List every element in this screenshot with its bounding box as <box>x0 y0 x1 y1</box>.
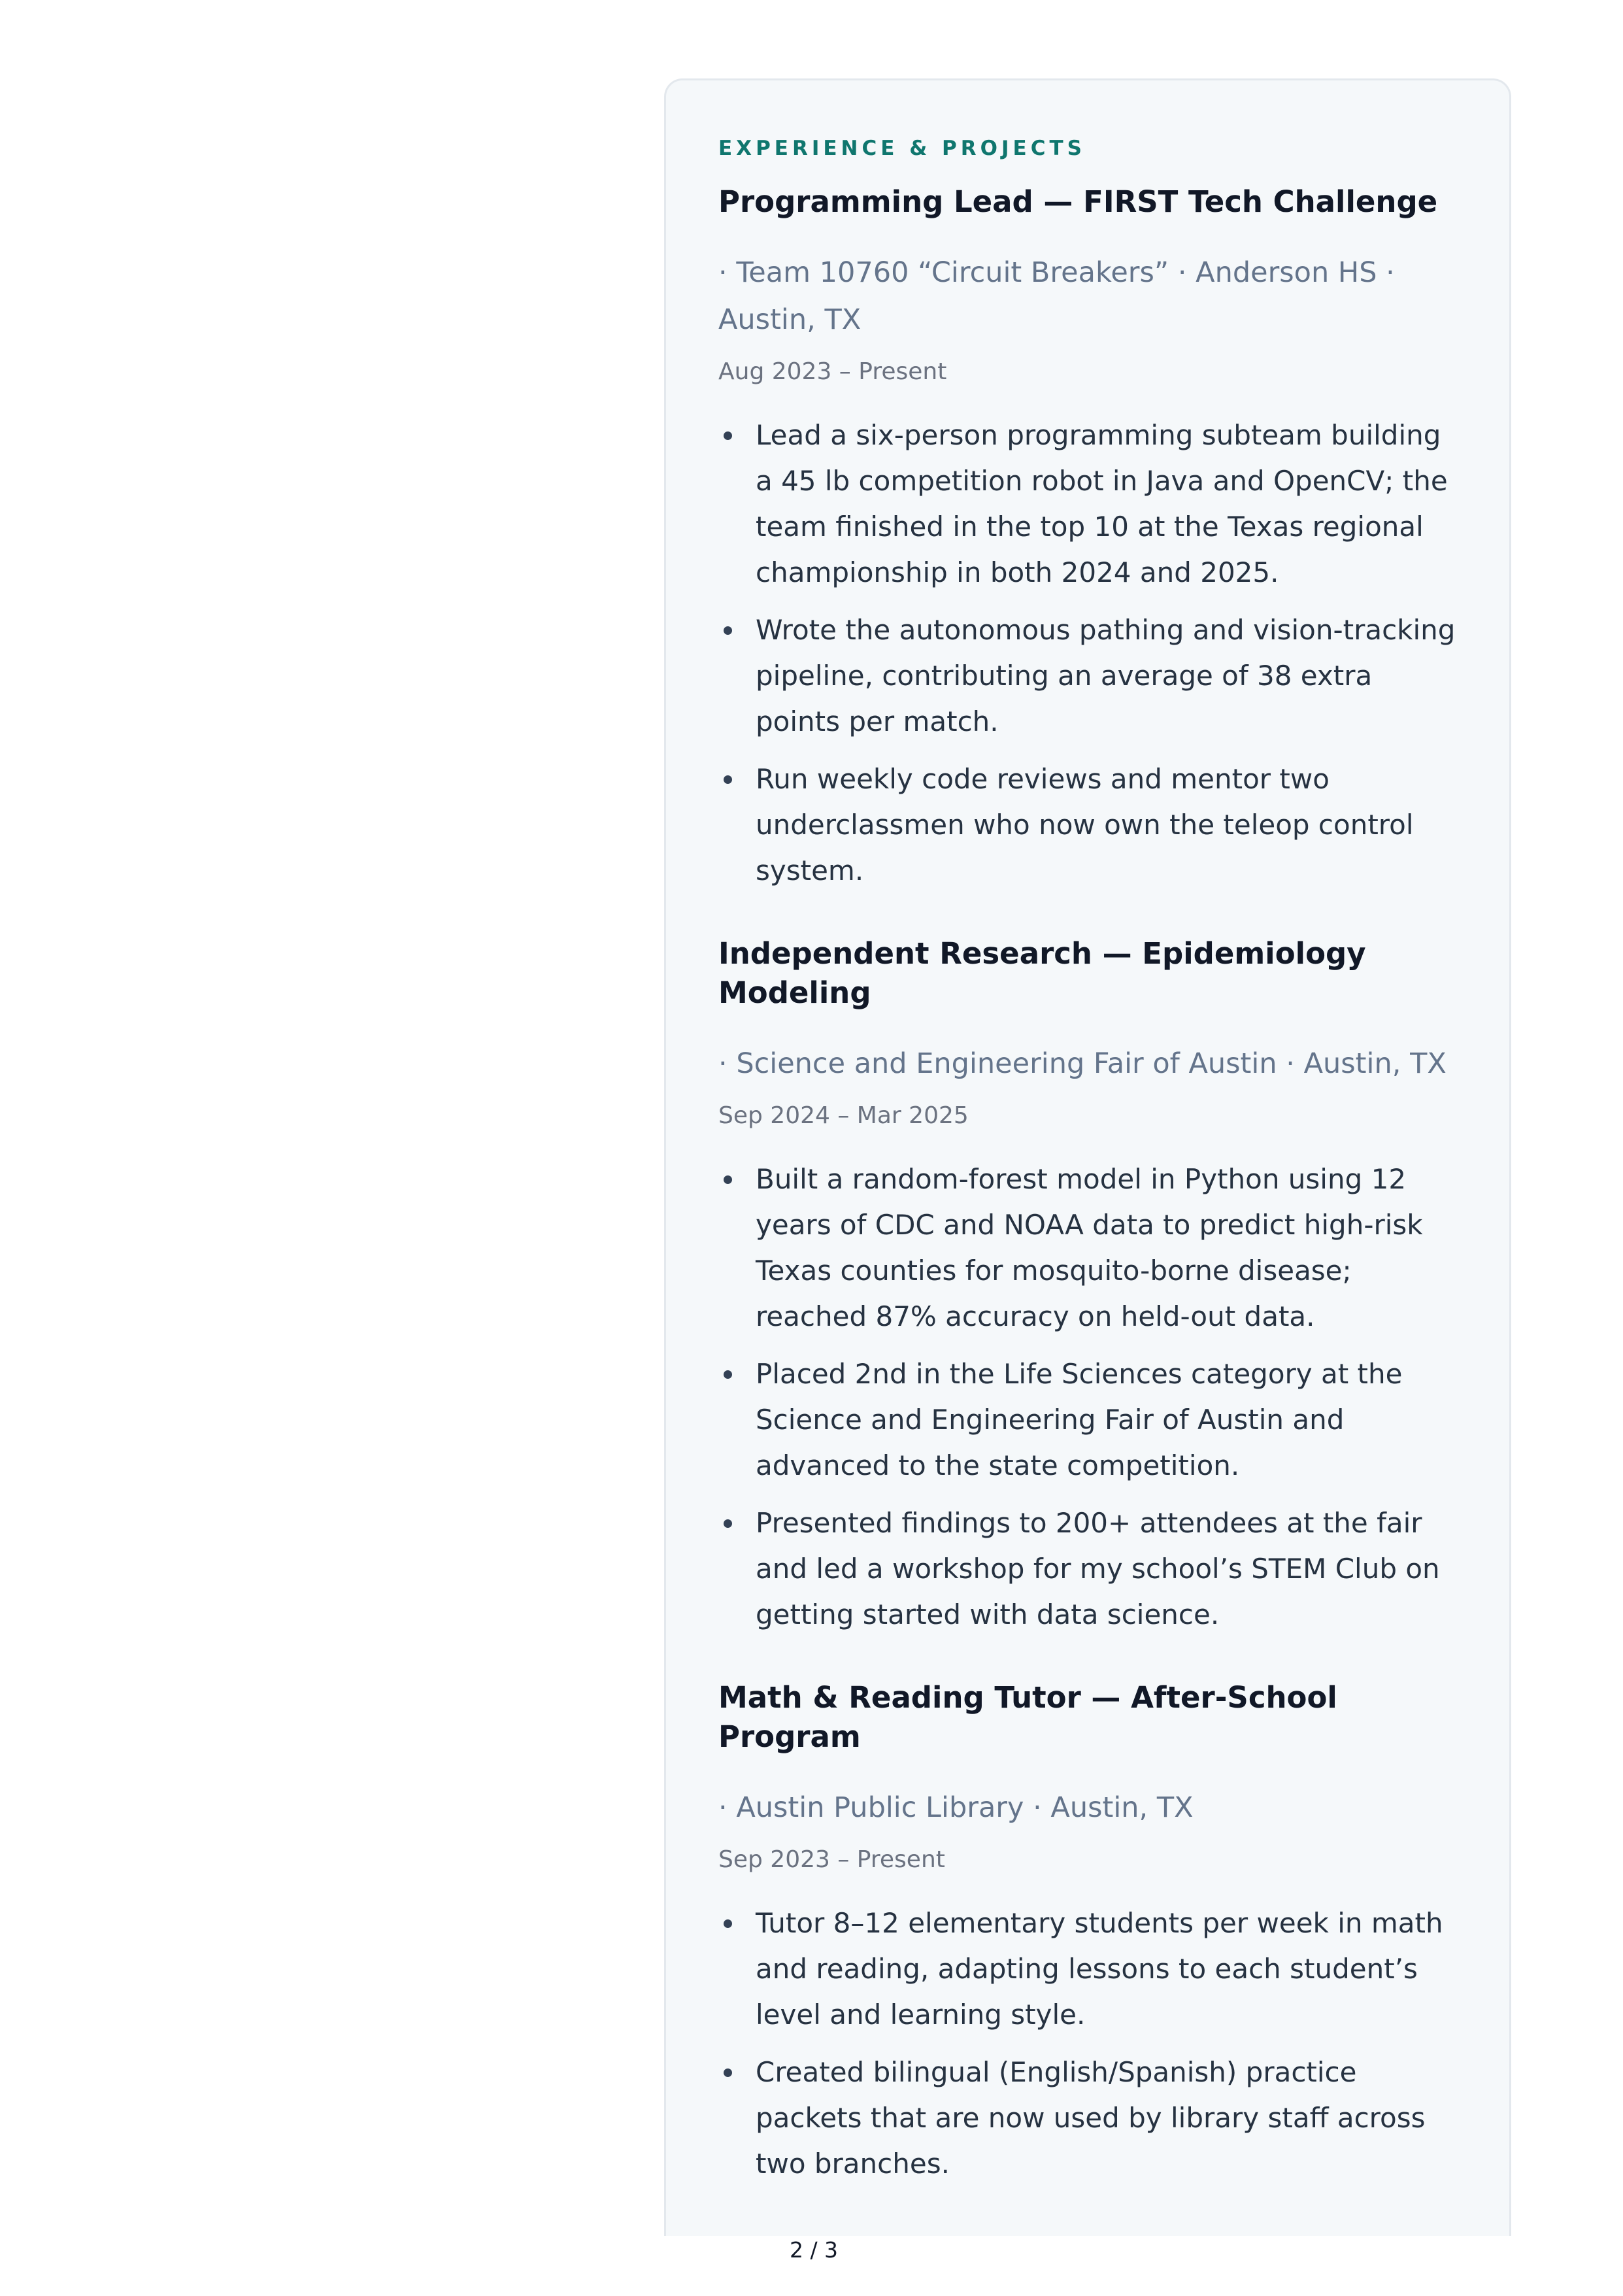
list-item: Run weekly code reviews and mentor two underclassmen who now own the teleop control system. <box>718 756 1458 894</box>
entry-dates: Sep 2024 – Mar 2025 <box>718 1102 969 1129</box>
entry-bullet-list <box>718 1156 1458 1638</box>
entry-dates: Sep 2023 – Present <box>718 1846 945 1873</box>
experience-panel <box>664 78 1511 2236</box>
entry-title: Independent Research — Epidemiology Modeling <box>718 936 1366 1010</box>
section-title: EXPERIENCE & PROJECTS <box>718 137 1086 160</box>
experience-entry-ftc <box>718 182 1458 894</box>
entry-title: Math & Reading Tutor — After-School Program <box>718 1680 1337 1754</box>
list-item: Tutor 8–12 elementary students per week in math and reading, adapting lessons to each student’s level and learning style. <box>718 1900 1458 2038</box>
entry-organization: · Austin Public Library · Austin, TX <box>718 1791 1194 1824</box>
entry-bullet-list <box>718 413 1458 894</box>
entry-organization: · Science and Engineering Fair of Austin · Austin, TX <box>718 1047 1447 1080</box>
experience-entry-research <box>718 934 1458 1638</box>
list-item: Placed 2nd in the Life Sciences category at the Science and Engineering Fair of Austin and advanced to the state competition. <box>718 1351 1458 1489</box>
list-item: Created bilingual (English/Spanish) practice packets that are now used by library staff across two branches. <box>718 2050 1458 2187</box>
entry-title: Programming Lead — FIRST Tech Challenge <box>718 184 1438 219</box>
entry-bullet-list <box>718 1900 1458 2187</box>
page-number: 2 / 3 <box>789 2237 839 2263</box>
list-item: Presented findings to 200+ attendees at the fair and led a workshop for my school’s STEM Club on getting started with data science. <box>718 1500 1458 1638</box>
entry-dates: Aug 2023 – Present <box>718 358 947 385</box>
entry-organization: · Team 10760 “Circuit Breakers” · Anderson HS · Austin, TX <box>718 256 1395 336</box>
list-item: Lead a six-person programming subteam building a 45 lb competition robot in Java and OpenCV; the team finished in the top 10 at the Texas regional championship in both 2024 and 2025. <box>718 413 1458 596</box>
list-item: Wrote the autonomous pathing and vision-tracking pipeline, contributing an average of 38 extra points per match. <box>718 607 1458 745</box>
experience-entry-tutor <box>718 1678 1458 2187</box>
list-item: Built a random-forest model in Python using 12 years of CDC and NOAA data to predict high-risk Texas counties for mosquito-borne disease; reached 87% accuracy on held-out data. <box>718 1156 1458 1340</box>
